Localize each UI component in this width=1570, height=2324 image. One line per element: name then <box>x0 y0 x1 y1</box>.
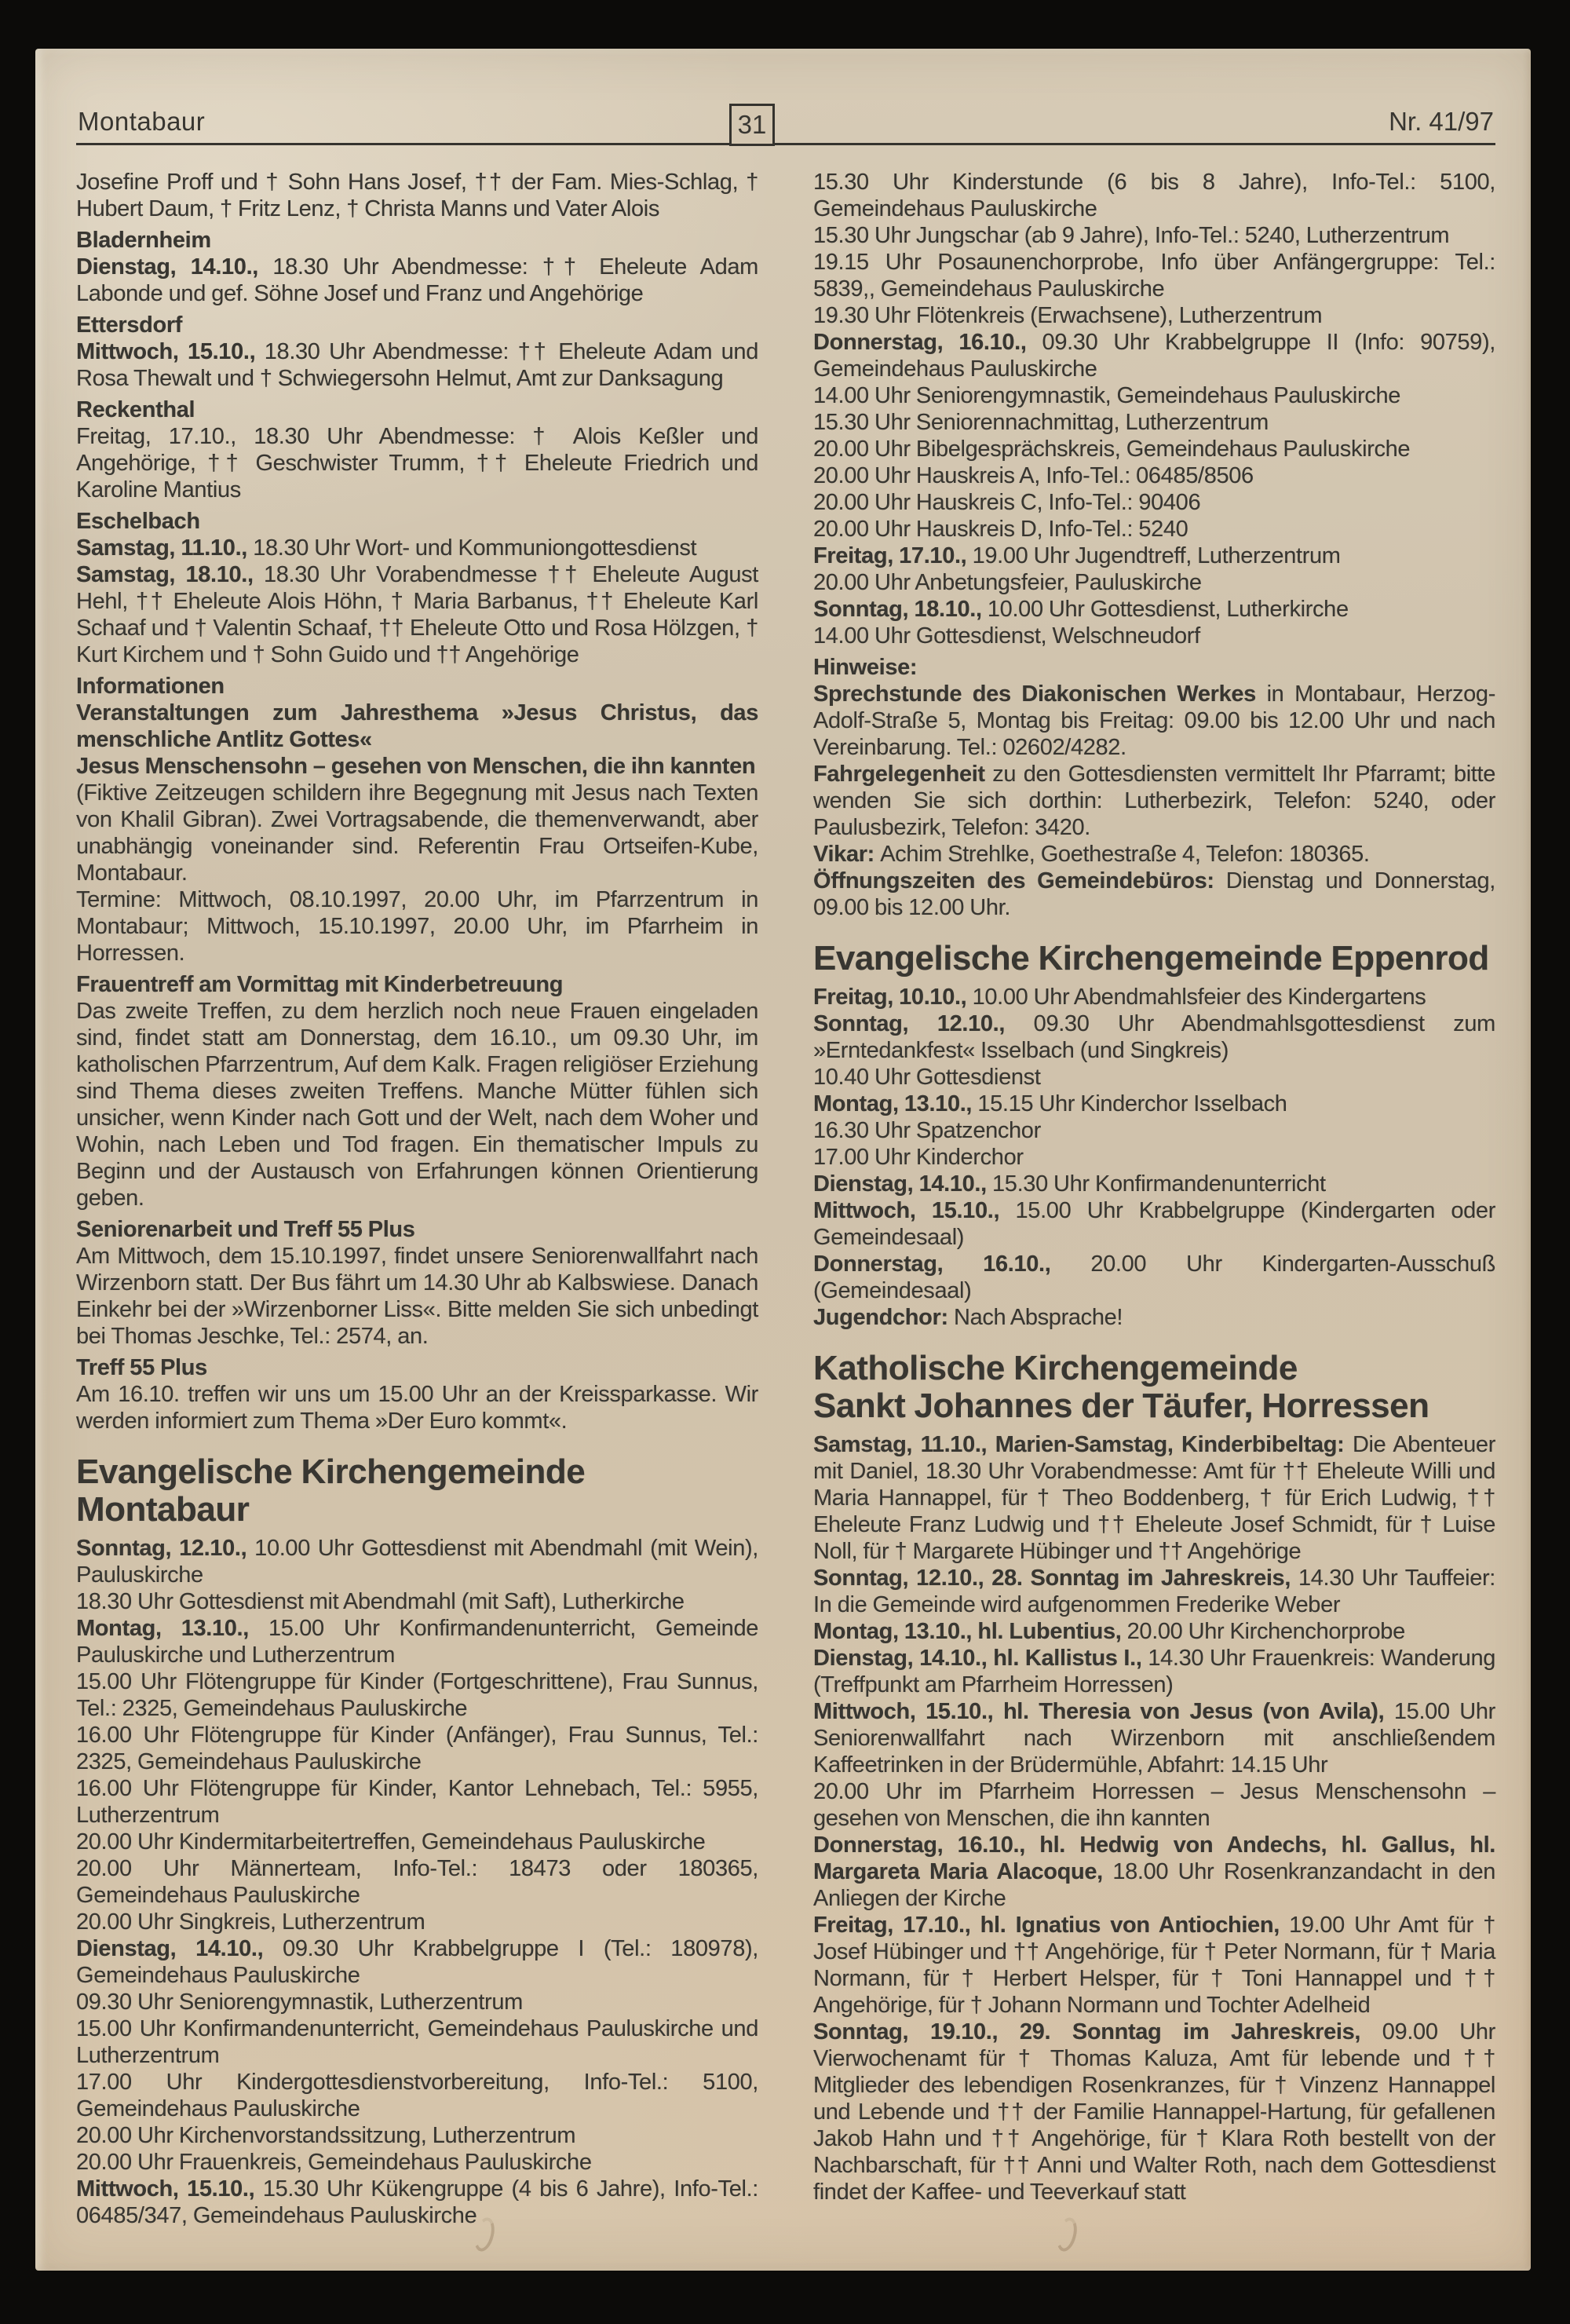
entry-lead: Montag, 13.10., <box>76 1616 268 1641</box>
page-header-title: Montabaur <box>78 107 206 136</box>
paragraph: 16.30 Uhr Spatzenchor <box>813 1118 1041 1143</box>
paragraph: Öffnungszeiten des Gemeindebüros: Dienstag und Donnerstag, 09.00 bis 12.00 Uhr. <box>813 868 1496 920</box>
paragraph: Samstag, 11.10., Marien-Samstag, Kinderbibeltag: Die Abenteuer mit Daniel, 18.30 Uhr Vorabendmesse: Amt für †† Eheleute Willi und Maria Hannappel, für † Theo Boddenberg, † für Erich Ludwig, †† Eheleute Franz Ludwig und †† Eheleute Josef Schmidt, für † Luise Noll, für † Margarete Hübinger und †† Angehörige <box>813 1432 1495 1564</box>
paragraph: Termine: Mittwoch, 08.10.1997, 20.00 Uhr, im Pfarrzentrum in Montabaur; Mittwoch, 15.10.1997, 20.00 Uhr, im Pfarrheim in Horressen. <box>76 887 758 966</box>
entry-lead: Freitag, 10.10., <box>813 985 973 1010</box>
paragraph: 18.30 Uhr Gottesdienst mit Abendmahl (mit Saft), Lutherkirche <box>76 1589 685 1614</box>
paragraph: Montag, 13.10., 15.15 Uhr Kinderchor Isselbach <box>813 1091 1287 1116</box>
subheading: Ettersdorf <box>76 312 183 338</box>
section-title <box>76 1453 758 1529</box>
paragraph: 15.30 Uhr Seniorennachmittag, Lutherzentrum <box>813 410 1269 435</box>
section-title <box>813 940 1495 977</box>
paragraph: 20.00 Uhr Anbetungsfeier, Pauluskirche <box>813 570 1202 595</box>
entry-lead: Sprechstunde des Diakonischen Werkes <box>813 681 1267 707</box>
entry-lead: Sonntag, 19.10., 29. Sonntag im Jahreskreis, <box>813 2019 1382 2044</box>
header-rule <box>76 143 1495 145</box>
paragraph: Donnerstag, 16.10., hl. Hedwig von Andechs, hl. Gallus, hl. Margareta Maria Alacoque, 18.00 Uhr Rosenkranzandacht in den Anliegen der Kirche <box>813 1833 1496 1911</box>
subheading: Bladernheim <box>76 228 211 253</box>
paragraph: Montag, 13.10., 15.00 Uhr Konfirmandenunterricht, Gemeinde Pauluskirche und Lutherzentrum <box>76 1616 759 1668</box>
paragraph: 15.00 Uhr Konfirmandenunterricht, Gemeindehaus Pauluskirche und Lutherzentrum <box>76 2016 758 2068</box>
page-number-box <box>729 104 775 146</box>
paragraph: Montag, 13.10., hl. Lubentius, 20.00 Uhr Kirchenchorprobe <box>813 1619 1405 1644</box>
entry-lead: Donnerstag, 16.10., <box>813 330 1042 355</box>
entry-lead: Mittwoch, 15.10., <box>813 1198 1016 1223</box>
paragraph: 20.00 Uhr Bibelgesprächskreis, Gemeindehaus Pauluskirche <box>813 437 1411 462</box>
paragraph: (Fiktive Zeitzeugen schildern ihre Begegnung mit Jesus nach Texten von Khalil Gibran). Zwei Vortragsabende, die themenverwandt, aber unabhängig voneinander sind. Referentin Frau Ortseifen-Kube, Montabaur. <box>76 780 758 886</box>
page-header-issue: Nr. 41/97 <box>1389 107 1494 136</box>
paragraph: Mittwoch, 15.10., 15.00 Uhr Krabbelgruppe (Kindergarten oder Gemeindesaal) <box>813 1198 1496 1250</box>
paragraph: 20.00 Uhr Singkreis, Lutherzentrum <box>76 1909 425 1935</box>
entry-lead: Mittwoch, 15.10., hl. Theresia von Jesus (von Avila), <box>813 1699 1394 1724</box>
entry-lead: Dienstag, 14.10., <box>813 1171 993 1197</box>
entry-lead: Mittwoch, 15.10., <box>76 2176 263 2202</box>
paragraph: 17.00 Uhr Kindergottesdienstvorbereitung, Info-Tel.: 5100, Gemeindehaus Pauluskirche <box>76 2070 758 2121</box>
subheading: Frauentreff am Vormittag mit Kinderbetreuung <box>76 972 564 997</box>
paragraph: 16.00 Uhr Flötengruppe für Kinder (Anfänger), Frau Sunnus, Tel.: 2325, Gemeindehaus Pauluskirche <box>76 1723 758 1774</box>
paragraph: Dienstag, 14.10., hl. Kallistus I., 14.30 Uhr Frauenkreis: Wanderung (Treffpunkt am Pfarrheim Horressen) <box>813 1646 1495 1697</box>
paragraph: Jesus Menschensohn – gesehen von Menschen, die ihn kannten <box>76 754 756 779</box>
entry-lead: Öffnungszeiten des Gemeindebüros: <box>813 868 1226 893</box>
entry-lead: Freitag, 17.10., <box>813 543 973 568</box>
entry-lead: Samstag, 18.10., <box>76 562 264 587</box>
paragraph: Mittwoch, 15.10., 18.30 Uhr Abendmesse: †† Eheleute Adam und Rosa Thewalt und † Schwiegersohn Helmut, Amt zur Danksagung <box>76 339 758 391</box>
left-column <box>76 169 758 2229</box>
page-number: 31 <box>737 110 767 139</box>
paragraph: 15.30 Uhr Jungschar (ab 9 Jahre), Info-Tel.: 5240, Lutherzentrum <box>813 223 1450 248</box>
newsletter-page <box>35 49 1531 2271</box>
paragraph: Freitag, 10.10., 10.00 Uhr Abendmahlsfeier des Kindergartens <box>813 985 1426 1010</box>
paragraph: Donnerstag, 16.10., 20.00 Uhr Kindergarten-Ausschuß (Gemeindesaal) <box>813 1252 1495 1303</box>
paragraph: 15.30 Uhr Kinderstunde (6 bis 8 Jahre), Info-Tel.: 5100, Gemeindehaus Pauluskirche <box>813 170 1495 221</box>
entry-lead: Dienstag, 14.10., <box>76 1936 283 1961</box>
paragraph: Donnerstag, 16.10., 09.30 Uhr Krabbelgruppe II (Info: 90759), Gemeindehaus Pauluskirche <box>813 330 1495 382</box>
entry-lead: Jugendchor: <box>813 1305 954 1330</box>
paragraph: 14.00 Uhr Gottesdienst, Welschneudorf <box>813 623 1200 649</box>
paragraph: 20.00 Uhr Hauskreis C, Info-Tel.: 90406 <box>813 490 1201 515</box>
subheading: Reckenthal <box>76 397 195 422</box>
paragraph: Freitag, 17.10., 18.30 Uhr Abendmesse: † Alois Keßler und Angehörige, †† Geschwister Trumm, †† Eheleute Friedrich und Karoline Mantius <box>76 424 758 502</box>
subheading: Hinweise: <box>813 655 918 680</box>
entry-lead: Samstag, 11.10., Marien-Samstag, Kinderbibeltag: <box>813 1432 1353 1457</box>
section-title <box>813 1350 1495 1425</box>
paragraph: 10.40 Uhr Gottesdienst <box>813 1065 1041 1090</box>
paragraph: Am 16.10. treffen wir uns um 15.00 Uhr an der Kreissparkasse. Wir werden informiert zum Thema »Der Euro kommt«. <box>76 1382 758 1434</box>
paragraph: Am Mittwoch, dem 15.10.1997, findet unsere Seniorenwallfahrt nach Wirzenborn statt. Der Bus fährt um 14.30 Uhr ab Kalbswiese. Danach Einkehr bei der »Wirzenborner Liss«. Bitte melden Sie sich unbedingt bei Thomas Jeschke, Tel.: 2574, an. <box>76 1244 758 1349</box>
section-title-line: Sankt Johannes der Täufer, Horressen <box>813 1387 1429 1425</box>
paragraph: Sonntag, 12.10., 10.00 Uhr Gottesdienst mit Abendmahl (mit Wein), Pauluskirche <box>76 1536 758 1588</box>
paragraph: Sprechstunde des Diakonischen Werkes in Montabaur, Herzog-Adolf-Straße 5, Montag bis Freitag: 09.00 bis 12.00 Uhr und nach Vereinbarung. Tel.: 02602/4282. <box>813 681 1496 760</box>
entry-lead: Vikar: <box>813 842 881 867</box>
section-title-line: Evangelische Kirchengemeinde Montabaur <box>76 1452 586 1529</box>
entry-lead: Sonntag, 12.10., <box>813 1011 1034 1036</box>
paragraph: 20.00 Uhr Kirchenvorstandssitzung, Lutherzentrum <box>76 2123 576 2148</box>
subheading: Treff 55 Plus <box>76 1355 207 1380</box>
paragraph: Fahrgelegenheit zu den Gottesdiensten vermittelt Ihr Pfarramt; bitte wenden Sie sich dorthin: Lutherbezirk, Telefon: 5240, oder Paulusbezirk, Telefon: 3420. <box>813 762 1495 840</box>
paragraph: 20.00 Uhr Hauskreis A, Info-Tel.: 06485/8506 <box>813 463 1254 488</box>
subheading: Informationen <box>76 674 225 699</box>
paragraph: Freitag, 17.10., hl. Ignatius von Antiochien, 19.00 Uhr Amt für † Josef Hübinger und †† Angehörige, für † Peter Normann, für † Maria Normann, für † Herbert Helsper, für † Toni Hannappel und †† Angehörige, für † Johann Normann und Tochter Adelheid <box>813 1913 1495 2018</box>
paragraph: 14.00 Uhr Seniorengymnastik, Gemeindehaus Pauluskirche <box>813 383 1401 408</box>
paragraph: 20.00 Uhr Hauskreis D, Info-Tel.: 5240 <box>813 517 1188 542</box>
entry-lead: Sonntag, 18.10., <box>813 597 988 622</box>
paragraph: 20.00 Uhr im Pfarrheim Horressen – Jesus Menschensohn – gesehen von Menschen, die ihn kannten <box>813 1779 1495 1831</box>
page-header <box>76 104 1495 145</box>
paragraph: Dienstag, 14.10., 15.30 Uhr Konfirmandenunterricht <box>813 1171 1326 1197</box>
paragraph: Jugendchor: Nach Absprache! <box>813 1305 1123 1330</box>
right-column <box>813 169 1495 2229</box>
paragraph: Josefine Proff und † Sohn Hans Josef, †† der Fam. Mies-Schlag, † Hubert Daum, † Fritz Lenz, † Christa Manns und Vater Alois <box>76 170 758 221</box>
entry-lead: Dienstag, 14.10., <box>76 254 273 280</box>
paragraph: Sonntag, 12.10., 09.30 Uhr Abendmahlsgottesdienst zum »Erntedankfest« Isselbach (und Singkreis) <box>813 1011 1495 1063</box>
paragraph: 20.00 Uhr Männerteam, Info-Tel.: 18473 oder 180365, Gemeindehaus Pauluskirche <box>76 1856 758 1908</box>
paragraph: Dienstag, 14.10., 09.30 Uhr Krabbelgruppe I (Tel.: 180978), Gemeindehaus Pauluskirche <box>76 1936 758 1988</box>
subheading: Eschelbach <box>76 509 200 534</box>
paragraph: 20.00 Uhr Frauenkreis, Gemeindehaus Pauluskirche <box>76 2150 592 2175</box>
entry-lead: Montag, 13.10., hl. Lubentius, <box>813 1619 1127 1644</box>
entry-lead: Donnerstag, 16.10., <box>813 1252 1091 1277</box>
section-title-line: Evangelische Kirchengemeinde Eppenrod <box>813 939 1489 977</box>
section-title-line: Katholische Kirchengemeinde <box>813 1349 1298 1387</box>
entry-lead: Sonntag, 12.10., 28. Sonntag im Jahreskreis, <box>813 1566 1298 1591</box>
paragraph: 19.30 Uhr Flötenkreis (Erwachsene), Lutherzentrum <box>813 303 1323 328</box>
paragraph: Freitag, 17.10., 19.00 Uhr Jugendtreff, Lutherzentrum <box>813 543 1341 568</box>
paragraph: Das zweite Treffen, zu dem herzlich noch neue Frauen eingeladen sind, findet statt am Donnerstag, dem 16.10., um 09.30 Uhr, im katholischen Pfarrzentrum, Auf dem Kalk. Fragen religiöser Erziehung sind Thema dieses zweiten Treffens. Manche Mütter fühlen sich unsicher, wenn Kinder nach Gott und der Welt, nach dem Woher und Wohin, nach Leben und Tod fragen. Ein thematischer Impuls zu Beginn und der Austausch von Erfahrungen können Orientierung geben. <box>76 999 758 1211</box>
two-column-layout <box>76 169 1495 2229</box>
paragraph: Veranstaltungen zum Jahresthema »Jesus Christus, das menschliche Antlitz Gottes« <box>76 700 758 752</box>
paragraph: 19.15 Uhr Posaunenchorprobe, Info über Anfängergruppe: Tel.: 5839,, Gemeindehaus Pauluskirche <box>813 250 1495 301</box>
paragraph: Samstag, 18.10., 18.30 Uhr Vorabendmesse †† Eheleute August Hehl, †† Eheleute Alois Höhn, † Maria Barbanus, †† Eheleute Karl Schaaf und † Valentin Schaaf, †† Eheleute Otto und Rosa Hölzgen, † Kurt Kirchem und † Sohn Guido und †† Angehörige <box>76 562 759 667</box>
paragraph: Sonntag, 19.10., 29. Sonntag im Jahreskreis, 09.00 Uhr Vierwochenamt für † Thomas Kaluza, Amt für lebende und †† Mitglieder des lebendigen Rosenkranzes, für † Vinzenz Hannappel und Lebende und †† der Familie Hannappel-Hartung, für gefallenen Jakob Hahn und †† Angehörige, für † Klara Roth bestellt von der Nachbarschaft, für †† Anni und Walter Roth, nach dem Gottesdienst findet der Kaffee- und Teeverkauf statt <box>813 2019 1495 2205</box>
entry-lead: Samstag, 11.10., <box>76 535 254 561</box>
entry-lead: Freitag, 17.10., hl. Ignatius von Antiochien, <box>813 1913 1290 1938</box>
paragraph: 20.00 Uhr Kindermitarbeitertreffen, Gemeindehaus Pauluskirche <box>76 1829 706 1854</box>
entry-lead: Sonntag, 12.10., <box>76 1536 255 1561</box>
entry-lead: Fahrgelegenheit <box>813 762 993 787</box>
entry-lead: Dienstag, 14.10., hl. Kallistus I., <box>813 1646 1148 1671</box>
entry-lead: Mittwoch, 15.10., <box>76 339 265 364</box>
entry-lead: Donnerstag, 16.10., hl. Hedwig von Andechs, hl. Gallus, hl. Margareta Maria Alacoque, <box>813 1833 1495 1884</box>
paragraph: Mittwoch, 15.10., 15.30 Uhr Kükengruppe (4 bis 6 Jahre), Info-Tel.: 06485/347, Gemeindehaus Pauluskirche <box>76 2176 758 2228</box>
subheading: Seniorenarbeit und Treff 55 Plus <box>76 1217 415 1242</box>
paragraph: 17.00 Uhr Kinderchor <box>813 1145 1024 1170</box>
paragraph: Vikar: Achim Strehlke, Goethestraße 4, Telefon: 180365. <box>813 842 1370 867</box>
paragraph: 16.00 Uhr Flötengruppe für Kinder, Kantor Lehnebach, Tel.: 5955, Lutherzentrum <box>76 1776 758 1828</box>
paragraph: 15.00 Uhr Flötengruppe für Kinder (Fortgeschrittene), Frau Sunnus, Tel.: 2325, Gemeindehaus Pauluskirche <box>76 1669 758 1721</box>
paragraph: Dienstag, 14.10., 18.30 Uhr Abendmesse: †† Eheleute Adam Labonde und gef. Söhne Josef und Franz und Angehörige <box>76 254 758 306</box>
paragraph: 09.30 Uhr Seniorengymnastik, Lutherzentrum <box>76 1990 523 2015</box>
paragraph: Samstag, 11.10., 18.30 Uhr Wort- und Kommuniongottesdienst <box>76 535 697 561</box>
paragraph: Sonntag, 12.10., 28. Sonntag im Jahreskreis, 14.30 Uhr Tauffeier: In die Gemeinde wird aufgenommen Frederike Weber <box>813 1566 1495 1617</box>
entry-lead: Montag, 13.10., <box>813 1091 978 1116</box>
paragraph: Sonntag, 18.10., 10.00 Uhr Gottesdienst, Lutherkirche <box>813 597 1349 622</box>
paragraph: Mittwoch, 15.10., hl. Theresia von Jesus (von Avila), 15.00 Uhr Seniorenwallfahrt nach Wirzenborn mit anschließendem Kaffeetrinken in der Brüdermühle, Abfahrt: 14.15 Uhr <box>813 1699 1495 1778</box>
